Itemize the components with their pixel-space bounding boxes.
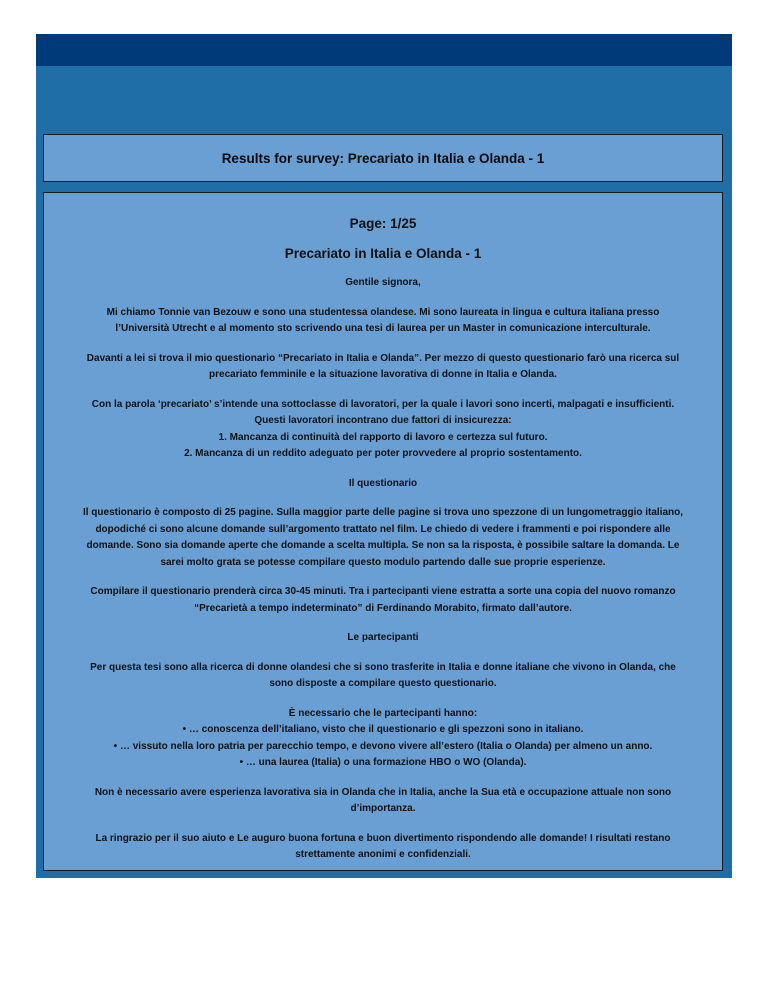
section-heading-participants: Le partecipanti: [347, 632, 419, 643]
purpose-paragraph: Davanti a lei si trova il mio questionario “Precariato in Italia e Olanda”. Per mezzo di questo questionario farò una ricerca sul precariato femminile e la situazione lavorativa di donne in Italia e Olanda.: [86, 352, 680, 380]
section-heading-questionnaire: Il questionario: [348, 477, 418, 489]
experience-paragraph: Non è necessario avere esperienza lavorativa sia in Olanda che in Italia, anche la Sua età e occupazione attuale non sono d’importanza.: [94, 786, 672, 814]
intro-paragraph: Mi chiamo Tonnie van Bezouw e sono una studentessa olandese. Mi sono laureata in lingua e cultura italiana presso l’Università Utrecht e al momento sto scrivendo una tesi di laurea per un Master in comunicazione interculturale.: [106, 306, 660, 334]
requirements-list: È necessario che le partecipanti hanno: • … conoscenza dell’italiano, visto che il questionario e gli spezzoni sono in italiano. • … vissuto nella loro patria per parecchio tempo, e devono vivere all’estero (Italia o Olanda) per almeno un anno. • … una laurea (Italia) o una formazione HBO o WO (Olanda).: [44, 706, 722, 772]
survey-title: Precariato in Italia e Olanda - 1: [284, 246, 482, 261]
definition-paragraph: Con la parola ‘precariato’ s’intende una sottoclasse di lavoratori, per la quale i lavori sono incerti, malpagati e insufficienti. Questi lavoratori incontrano due fattori di insicurezza: 1. Mancanza di continuità del rapporto di lavoro e certezza sul futuro. 2. Mancanza di un reddito adeguato per poter provvedere al proprio sostentamento.: [91, 398, 675, 459]
greeting: Gentile signora,: [345, 277, 421, 288]
time-paragraph: Compilare il questionario prenderà circa 30-45 minuti. Tra i partecipanti viene estratta a sorte una copia del nuovo romanzo “Precarietà a tempo indeterminato” di Ferdinando Morabito, firmato dall’autore.: [90, 586, 676, 614]
closing-paragraph: La ringrazio per il suo aiuto e Le auguro buona fortuna e buon divertimento rispondendo alle domande! I risultati restano strettamente anonimi e confidenziali.: [95, 832, 671, 860]
requirement-item: • … una laurea (Italia) o una formazione HBO o WO (Olanda).: [239, 757, 527, 768]
page-frame: [36, 34, 732, 878]
questionnaire-paragraph: Il questionario è composto di 25 pagine. Sulla maggior parte delle pagine si trova uno spezzone di un lungometraggio italiano, dopodiché ci sono alcune domande sull’argomento trattato nel film. Le chiedo di vedere i frammenti e poi rispondere alle domande. Sono sia domande aperte che domande a scelta multipla. Se non sa la risposta, è possibile saltare la domanda. Le sarei molto grata se potesse compilare questo modulo partendo dalle sue proprie esperienze.: [82, 507, 684, 568]
survey-page-content: [43, 192, 723, 871]
page-indicator: Page: 1/25: [349, 216, 417, 231]
requirement-item: • … vissuto nella loro patria per parecchio tempo, e devono vivere all’estero (Italia o Olanda) per almeno un anno.: [113, 740, 653, 752]
intro-body: [44, 275, 722, 864]
survey-header: [43, 134, 723, 182]
participants-paragraph: Per questa tesi sono alla ricerca di donne olandesi che si sono trasferite in Italia e donne italiane che vivono in Olanda, che sono disposte a compilare questo questionario.: [90, 661, 676, 689]
top-band: [36, 34, 732, 66]
requirement-item: • … conoscenza dell’italiano, visto che il questionario e gli spezzoni sono in italiano.: [182, 724, 584, 735]
survey-results-title: Results for survey: Precariato in Italia e Olanda - 1: [221, 150, 545, 166]
